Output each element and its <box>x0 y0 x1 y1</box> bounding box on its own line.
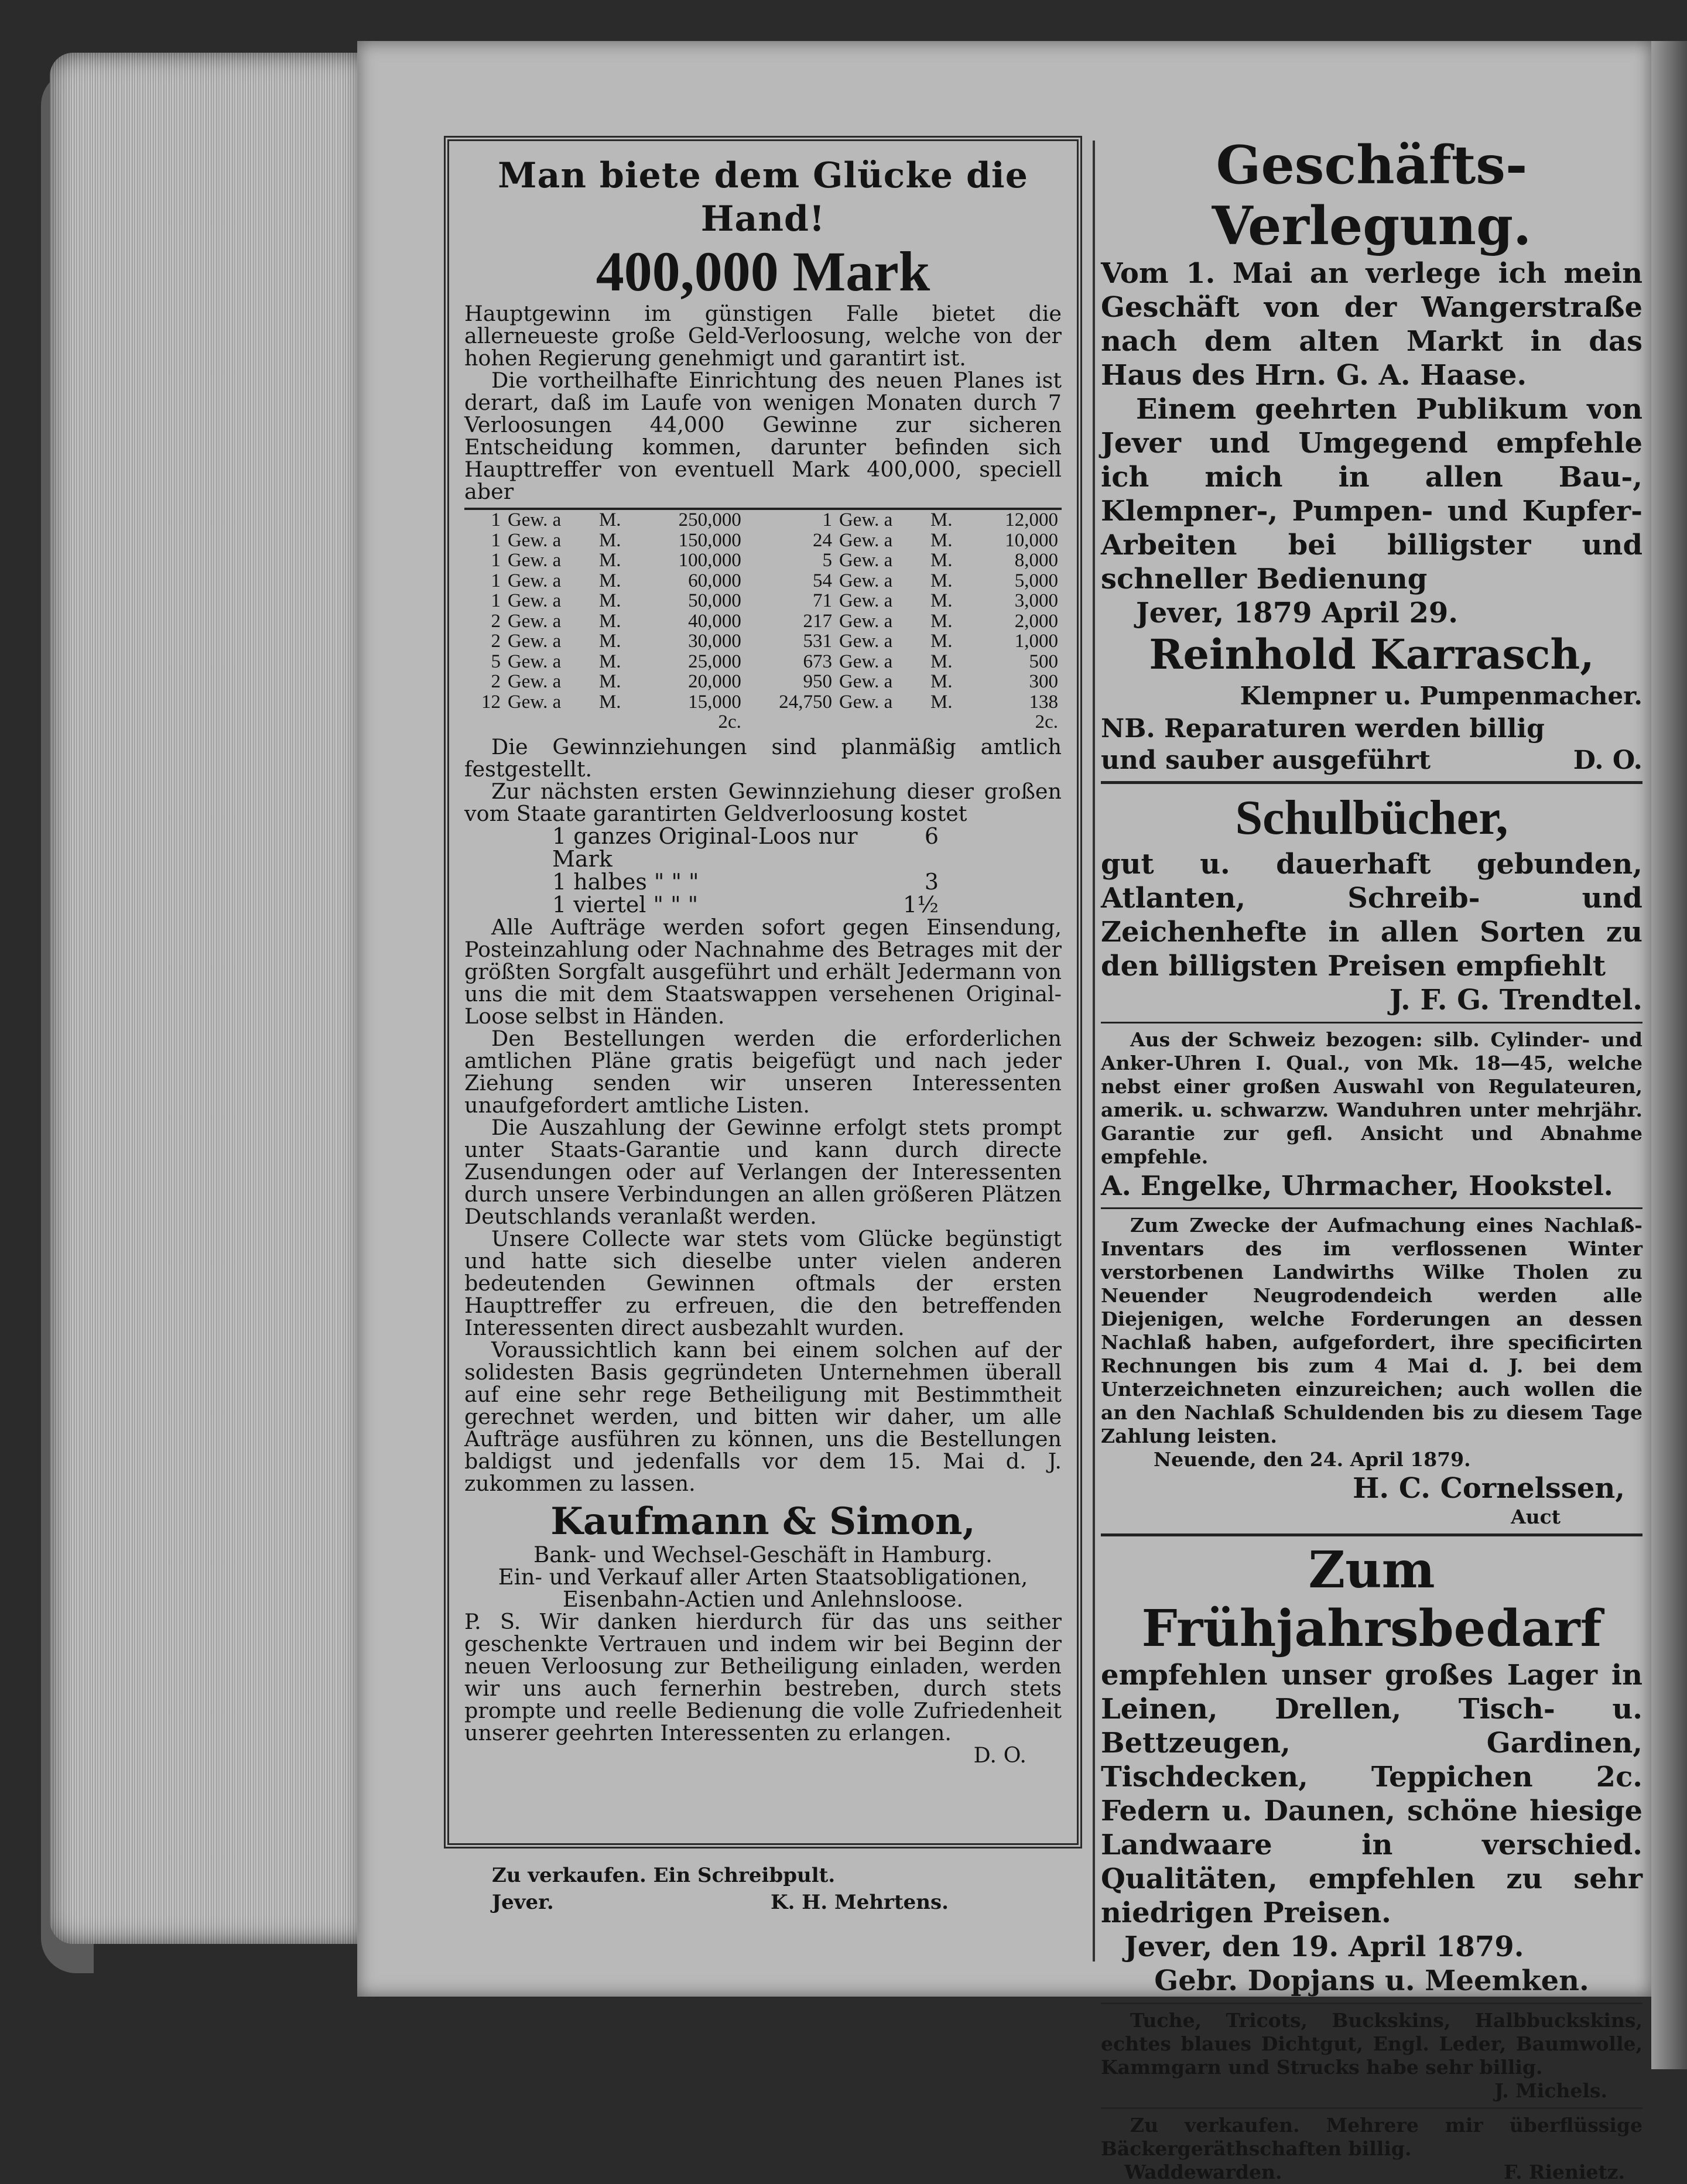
prize-cell: 2c. <box>1035 711 1058 732</box>
bakery-place: Waddewarden. <box>1124 2161 1282 2183</box>
prize-cell: Gew. a <box>507 550 562 571</box>
prize-cell: M. <box>930 509 953 530</box>
cloth-name: J. Michels. <box>1494 2079 1607 2102</box>
prize-cell: 950 <box>803 671 832 692</box>
prize-cell: M. <box>598 610 621 632</box>
prize-cell <box>596 712 639 732</box>
spring-name: Gebr. Dopjans u. Meemken. <box>1154 1964 1589 1997</box>
bakery-sign-row <box>1101 2161 1642 2184</box>
prize-cell: 673 <box>803 651 832 672</box>
prize-cell: 2 <box>491 631 501 652</box>
prize-cell: 10,000 <box>1005 529 1058 551</box>
prize-cell: 8,000 <box>1014 550 1058 571</box>
prize-cell: 1 <box>491 509 501 530</box>
estate-name: H. C. Cornelssen, <box>1353 1472 1625 1505</box>
prize-cell: 5,000 <box>1014 570 1058 591</box>
prize-cell: Gew. a <box>839 631 893 652</box>
prize-cell: 100,000 <box>678 550 741 571</box>
prize-cell: Gew. a <box>507 671 562 692</box>
prize-cell: M. <box>930 631 953 652</box>
prize-cell: 5 <box>491 651 501 672</box>
prize-cell: M. <box>598 509 621 530</box>
prize-cell: 5 <box>822 550 832 571</box>
spring-heading: Zum Frühjahrsbedarf <box>1141 1541 1602 1658</box>
prize-cell <box>745 712 836 732</box>
prize-cell: 30,000 <box>688 631 741 652</box>
prize-cell: Gew. a <box>507 651 562 672</box>
move-nb-row <box>1101 713 1642 776</box>
sale-place: Jever. <box>492 1891 554 1914</box>
price-row: 1 viertel " " " 1½ <box>552 891 939 918</box>
sale-name: K. H. Mehrtens. <box>771 1891 949 1914</box>
prize-cell: 2 <box>491 610 501 632</box>
prize-cell: 150,000 <box>678 529 741 551</box>
prize-cell: M. <box>598 631 621 652</box>
ad-firm: Kaufmann & Simon, <box>550 1499 976 1543</box>
prize-cell: 50,000 <box>688 590 741 611</box>
ad-official: Die Gewinnziehungen sind planmäßig amtlich festgestellt. <box>464 734 1062 782</box>
ad-payout: Die Auszahlung der Gewinne erfolgt stets prompt unter Staats-Garantie und kann durch directe Zusendungen oder auf Verlangen der Interessenten durch unsere Verbindungen an allen größeren Plätzen Deutschlands veranlaßt werden. <box>464 1114 1062 1229</box>
prize-cell: 12,000 <box>1005 509 1058 530</box>
prize-cell: Gew. a <box>839 550 893 571</box>
sale-advertisement <box>492 1862 1089 1916</box>
prize-cell: 300 <box>1029 671 1058 692</box>
prize-cell: 1 <box>491 550 501 571</box>
spring-date: Jever, den 19. April 1879. <box>1124 1930 1524 1963</box>
move-name: Reinhold Karrasch, <box>1149 630 1594 679</box>
ad-expect: Voraussichtlich kann bei einem solchen auf der solidesten Basis gegründeten Unternehmen überall auf eine sehr rege Betheiligung mit Bestimmtheit gerechnet werden, und bitten wir daher, um alle Aufträge ausführen zu können, uns die Bestellungen baldigst und jedenfalls vor dem 15. Mai d. J. zukommen zu lassen. <box>464 1337 1062 1496</box>
prize-cell: 138 <box>1029 691 1058 713</box>
prize-cell: 250,000 <box>678 509 741 530</box>
prize-cell: 2c. <box>718 711 741 732</box>
prize-cell <box>927 712 971 732</box>
prize-cell: Gew. a <box>507 509 562 530</box>
prize-row <box>464 631 1062 652</box>
ad-plan: Die vortheilhafte Einrichtung des neuen Planes ist derart, daß im Laufe von wenigen Monaten durch 7 Verloosungen 44,000 Gewinne zur sicheren Entscheidung kommen, darunter befinden sich Haupttreffer von eventuell Mark 400,000, speciell aber <box>464 368 1062 504</box>
cloth-text: Tuche, Tricots, Buckskins, Halbbuckskins, echtes blaues Dichtgut, Engl. Leder, Baumwolle, Kammgarn und Strucks habe sehr billig. <box>1101 2009 1642 2079</box>
prize-row <box>464 550 1062 571</box>
move-heading: Geschäfts-Verlegung. <box>1212 134 1532 257</box>
ad-firm-sub2: Ein- und Verkauf aller Arten Staatsobligationen, Eisenbahn-Actien und Anlehnsloose. <box>498 1564 1028 1612</box>
prize-cell: M. <box>598 590 621 611</box>
move-trade: Klempner u. Pumpenmacher. <box>1240 682 1642 710</box>
prize-cell: 60,000 <box>688 570 741 591</box>
prize-cell: 1,000 <box>1014 631 1058 652</box>
prize-cell: 71 <box>812 590 832 611</box>
prize-cell: M. <box>930 570 953 591</box>
spring-text: empfehlen unser großes Lager in Leinen, Drellen, Tisch- u. Bettzeugen, Gardinen, Tischdecken, Teppichen 2c. Federn u. Daunen, schöne hiesige Landwaare in verschied. Qualitäten, empfehlen zu sehr niedrigen Preisen. <box>1101 1659 1642 1929</box>
prize-cell: Gew. a <box>507 691 562 713</box>
page-stack-edge <box>50 53 366 1944</box>
sale-sign-row <box>492 1889 1089 1916</box>
estate-role: Auct <box>1511 1505 1561 1528</box>
prize-cell: 1 <box>491 529 501 551</box>
bakery-text: Zu verkaufen. Mehrere mir überflüssige Bäckergeräthschaften billig. <box>1101 2114 1642 2160</box>
prize-cell: M. <box>930 671 953 692</box>
move-date: Jever, 1879 April 29. <box>1136 597 1458 629</box>
prize-cell: Gew. a <box>839 590 893 611</box>
ad-orders: Alle Aufträge werden sofort gegen Einsendung, Posteinzahlung oder Nachnahme des Betrages mit der größten Sorgfalt ausgeführt und erhält Jedermann von uns die mit dem Staatswappen versehenen Original-Loose selbst in Händen. <box>464 914 1062 1029</box>
price-list <box>464 825 1062 916</box>
books-text: gut u. dauerhaft gebunden, Atlanten, Schreib- und Zeichenhefte in allen Sorten zu den billigsten Preisen empfiehlt <box>1101 848 1642 983</box>
prize-cell: 40,000 <box>688 610 741 632</box>
prize-cell: 500 <box>1029 651 1058 672</box>
prize-table <box>464 508 1062 732</box>
prize-row <box>464 652 1062 672</box>
ad-next-draw: Zur nächsten ersten Gewinnziehung dieser großen vom Staate garantirten Geldverloosung kostet <box>464 778 1062 826</box>
prize-row <box>464 530 1062 551</box>
divider <box>1101 2107 1642 2109</box>
prize-cell: 531 <box>803 631 832 652</box>
prize-row <box>464 611 1062 632</box>
prize-cell: Gew. a <box>839 671 893 692</box>
prize-cell: 3,000 <box>1014 590 1058 611</box>
prize-cell: M. <box>930 610 953 632</box>
prize-cell: Gew. a <box>839 651 893 672</box>
ad-firm-sub1: Bank- und Wechsel-Geschäft in Hamburg. <box>533 1542 993 1567</box>
bakery-name: F. Rienietz. <box>1503 2161 1625 2183</box>
prize-cell: Gew. a <box>507 631 562 652</box>
move-nb-sign: D. O. <box>1573 745 1642 775</box>
ad-ps-sign: D. O. <box>973 1742 1026 1768</box>
prize-cell: 25,000 <box>688 651 741 672</box>
prize-cell: 20,000 <box>688 671 741 692</box>
column-rule <box>1093 141 1095 1962</box>
prize-cell: M. <box>930 550 953 571</box>
divider <box>1101 1533 1642 1536</box>
prize-cell: Gew. a <box>839 509 893 530</box>
prize-cell: 1 <box>491 570 501 591</box>
prize-cell: 15,000 <box>688 691 741 713</box>
prize-cell: Gew. a <box>839 691 893 713</box>
move-nb: NB. Reparaturen werden billig und sauber ausgeführt <box>1101 714 1545 775</box>
prize-cell: M. <box>598 651 621 672</box>
prize-cell: M. <box>598 691 621 713</box>
sale-line: Zu verkaufen. Ein Schreibpult. <box>492 1864 836 1887</box>
prize-cell: M. <box>598 671 621 692</box>
divider <box>1101 781 1642 784</box>
prize-row <box>464 571 1062 591</box>
estate-text: Zum Zwecke der Aufmachung eines Nachlaß-Inventars des im verflossenen Winter verstorbenen Landwirths Wilke Tholen zu Neuender Neugrodendeich werden alle Diejenigen, welche Forderungen an dessen Nachlaß haben, aufgefordert, ihre specificirten Rechnungen bis zum 4 Mai d. J. bei dem Unterzeichneten einzureichen; auch wollen die an den Nachlaß Schuldenden bis zu diesem Tage Zahlung leisten. <box>1101 1214 1642 1447</box>
prize-cell: M. <box>598 529 621 551</box>
prize-cell <box>464 712 504 732</box>
prize-cell: Gew. a <box>507 590 562 611</box>
prize-cell: 24,750 <box>779 691 832 713</box>
prize-row <box>464 692 1062 713</box>
price-row: 1 ganzes Original-Loos nur Mark 6 <box>552 823 939 872</box>
prize-cell: 217 <box>803 610 832 632</box>
prize-cell <box>504 712 596 732</box>
lottery-advertisement <box>444 136 1082 1848</box>
prize-cell: Gew. a <box>507 529 562 551</box>
prize-cell: Gew. a <box>839 529 893 551</box>
ad-amount: 400,000 Mark <box>596 240 930 303</box>
prize-cell: Gew. a <box>507 610 562 632</box>
ad-headline: Man biete dem Glücke die Hand! <box>498 155 1028 239</box>
books-heading: Schulbücher, <box>1235 790 1508 845</box>
move-text2: Einem geehrten Publikum von Jever und Umgegend empfehle ich mich in allen Bau-, Klempner-, Pumpen- und Kupfer-Arbeiten bei billigster und schneller Bedienung <box>1101 393 1642 595</box>
watch-name: A. Engelke, Uhrmacher, Hookstel. <box>1101 1170 1613 1201</box>
price-row: 1 halbes " " " 3 <box>552 868 939 895</box>
prize-cell: Gew. a <box>839 610 893 632</box>
prize-cell: Gew. a <box>507 570 562 591</box>
prize-cell: M. <box>598 570 621 591</box>
estate-date: Neuende, den 24. April 1879. <box>1154 1448 1471 1471</box>
prize-cell: M. <box>930 590 953 611</box>
ad-postscript: P. S. Wir danken hierdurch für das uns seither geschenkte Vertrauen und indem wir bei Beginn der neuen Verloosung zur Betheiligung einladen, werden wir uns auch fernerhin bestreben, durch stets prompte und reelle Bedienung die volle Zufriedenheit unserer geehrten Interessenten zu erlangen. <box>464 1608 1062 1745</box>
prize-row <box>464 509 1062 530</box>
prize-cell: 54 <box>812 570 832 591</box>
ad-collecte: Unsere Collecte war stets vom Glücke begünstigt und hatte sich dieselbe unter vielen anderen bedeutenden Gewinnen oftmals der ersten Haupttreffer zu erfreuen, die den betreffenden Interessenten direct ausbezahlt wurden. <box>464 1225 1062 1340</box>
books-name: J. F. G. Trendtel. <box>1390 984 1642 1016</box>
divider <box>1101 2002 1642 2004</box>
prize-cell: M. <box>598 550 621 571</box>
right-column <box>1101 135 1642 2184</box>
ad-plans: Den Bestellungen werden die erforderlichen amtlichen Pläne gratis beigefügt und nach jeder Ziehung senden wir unseren Interessenten unaufgefordert amtliche Listen. <box>464 1025 1062 1118</box>
prize-cell: Gew. a <box>839 570 893 591</box>
right-page-edge <box>1651 41 1687 2069</box>
prize-row <box>464 672 1062 692</box>
divider <box>1101 1207 1642 1209</box>
prize-cell: 24 <box>812 529 832 551</box>
prize-cell: 12 <box>481 691 501 713</box>
prize-cell <box>836 712 927 732</box>
ad-intro: Hauptgewinn im günstigen Falle bietet die allerneueste große Geld-Verloosung, welche von der hohen Regierung genehmigt und garantirt ist. <box>464 301 1062 371</box>
prize-row <box>464 591 1062 611</box>
prize-cell: M. <box>930 691 953 713</box>
prize-cell: 2 <box>491 671 501 692</box>
prize-cell: 1 <box>491 590 501 611</box>
move-text: Vom 1. Mai an verlege ich mein Geschäft von der Wangerstraße nach dem alten Markt in das Haus des Hrn. G. A. Haase. <box>1101 257 1642 392</box>
divider <box>1101 1022 1642 1023</box>
prize-cell: M. <box>930 651 953 672</box>
prize-cell: 1 <box>822 509 832 530</box>
prize-cell: M. <box>930 529 953 551</box>
prize-cell: 2,000 <box>1014 610 1058 632</box>
watch-text: Aus der Schweiz bezogen: silb. Cylinder- und Anker-Uhren I. Qual., von Mk. 18—45, welche nebst einer großen Auswahl von Regulateuren, amerik. u. schwarzw. Wanduhren unter mehrjähr. Garantie zur gefl. Ansicht und Abnahme empfehle. <box>1101 1028 1642 1168</box>
prize-etc-row <box>464 712 1062 732</box>
